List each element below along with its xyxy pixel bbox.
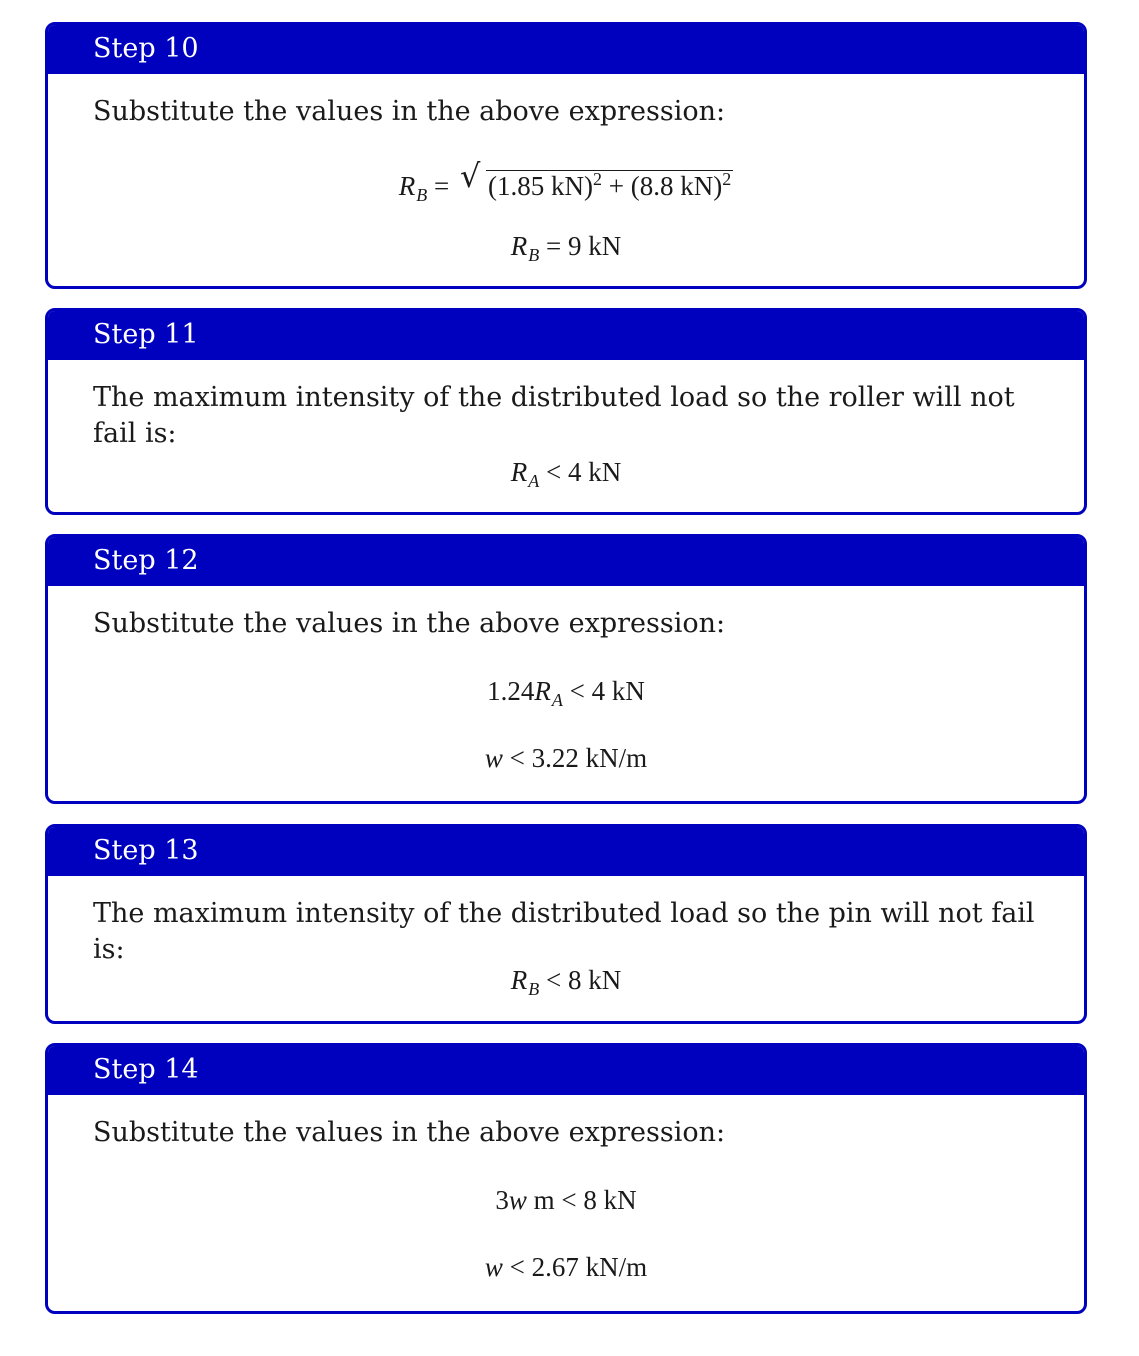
equation-w-limit	[48, 740, 1084, 776]
step-card-14	[45, 1043, 1087, 1314]
eq-subscript: A	[551, 690, 563, 710]
eq-rhs: < 8 kN	[546, 965, 622, 995]
eq-coefficient: 1.24	[487, 676, 535, 706]
step-card-11	[45, 308, 1087, 515]
equation-w-result	[48, 1249, 1084, 1285]
equation-124-ra	[48, 673, 1084, 718]
eq-symbol: w	[508, 1185, 527, 1215]
eq-symbol: w	[484, 743, 503, 773]
step-title: Step 11	[48, 311, 1084, 360]
step-text: The maximum intensity of the distributed load so the pin will not fail is:	[93, 898, 1035, 965]
eq-symbol: R	[510, 231, 528, 261]
equation-3wm	[48, 1182, 1084, 1218]
eq-subscript: B	[528, 979, 540, 999]
step-text: Substitute the values in the above expression:	[93, 1117, 726, 1148]
term-2: (8.8 kN)	[630, 171, 723, 201]
step-card-10	[45, 22, 1087, 289]
eq-symbol: w	[484, 1252, 503, 1282]
step-title: Step 10	[48, 25, 1084, 74]
eq-symbol: R	[510, 965, 528, 995]
eq-rhs: < 4 kN	[569, 676, 645, 706]
eq-rhs: < 2.67 kN/m	[509, 1252, 648, 1282]
step-card-13	[45, 824, 1087, 1024]
term-1-power: 2	[593, 169, 602, 189]
equation-rb-result	[48, 228, 1084, 273]
term-2-power: 2	[722, 169, 732, 189]
step-title: Step 13	[48, 827, 1084, 876]
step-title: Step 12	[48, 537, 1084, 586]
eq-rhs: m < 8 kN	[526, 1185, 637, 1215]
equation-rb-sqrt	[48, 161, 1084, 213]
eq-rhs: = 9 kN	[546, 231, 622, 261]
plus-sign: +	[608, 171, 624, 201]
step-card-12	[45, 534, 1087, 804]
eq-subscript: B	[528, 245, 540, 265]
eq-relation: =	[434, 171, 450, 201]
step-text: Substitute the values in the above expression:	[93, 96, 726, 127]
eq-symbol: R	[534, 676, 551, 706]
eq-rhs: < 4 kN	[546, 457, 622, 487]
square-root-sign	[460, 161, 733, 204]
equation-rb-limit	[48, 962, 1084, 1007]
term-1: (1.85 kN)	[488, 171, 593, 201]
eq-symbol: R	[398, 171, 416, 201]
eq-subscript: A	[528, 471, 540, 491]
step-title: Step 14	[48, 1046, 1084, 1095]
radicand	[486, 170, 733, 201]
eq-symbol: R	[510, 457, 528, 487]
eq-subscript: B	[416, 185, 428, 205]
eq-coefficient: 3	[495, 1185, 509, 1215]
step-text: The maximum intensity of the distributed load so the roller will not fail is:	[93, 382, 1015, 449]
equation-ra-limit	[48, 454, 1084, 499]
step-text: Substitute the values in the above expression:	[93, 608, 726, 639]
eq-rhs: < 3.22 kN/m	[509, 743, 648, 773]
